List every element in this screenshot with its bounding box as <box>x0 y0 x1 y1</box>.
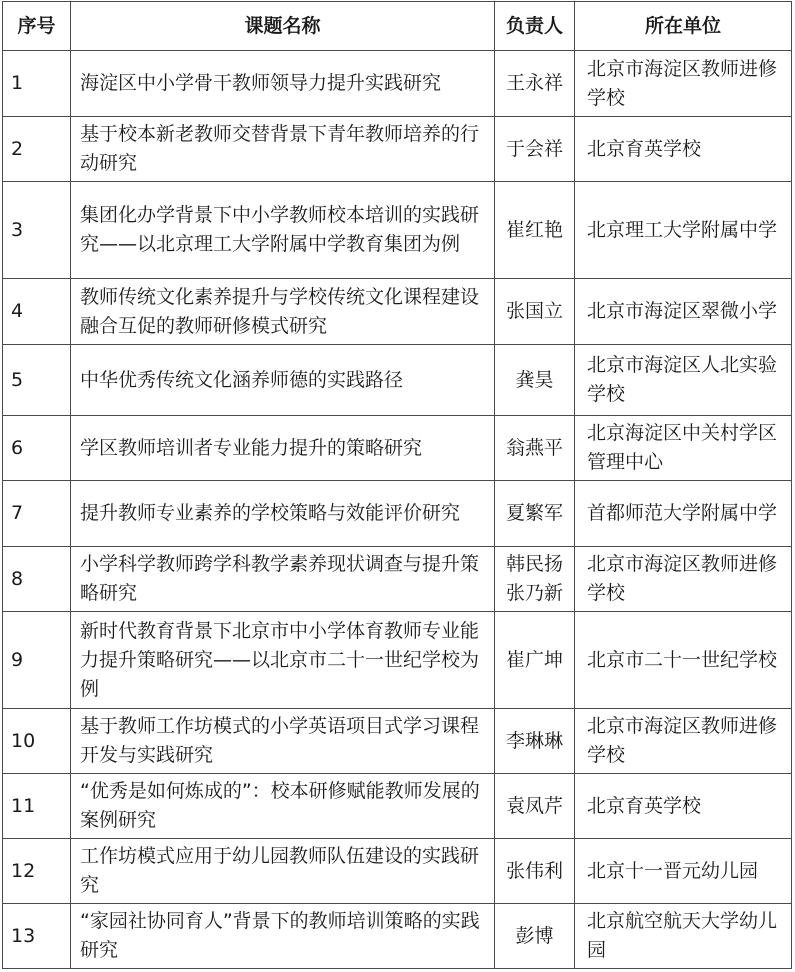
leader-name: 崔广坤 <box>505 648 563 671</box>
leader-name: 彭博 <box>515 924 554 947</box>
leader-name: 王永祥 <box>505 72 563 94</box>
cell-leader <box>495 547 575 612</box>
cell-leader <box>495 416 575 481</box>
cell-no: 13 <box>3 904 71 969</box>
header-leader: 负责人 <box>495 2 575 51</box>
cell-leader <box>495 839 575 904</box>
cell-no: 8 <box>3 547 71 612</box>
header-title: 课题名称 <box>71 2 495 51</box>
cell-leader <box>495 774 575 839</box>
cell-unit: 北京十一晋元幼儿园 <box>575 839 792 904</box>
cell-title: 学区教师培训者专业能力提升的策略研究 <box>71 416 495 481</box>
cell-no: 4 <box>3 279 71 345</box>
table-row <box>3 182 792 279</box>
cell-no: 2 <box>3 117 71 182</box>
cell-no: 5 <box>3 345 71 416</box>
table-row <box>3 117 792 182</box>
table-row <box>3 345 792 416</box>
leader-name: 张伟利 <box>505 859 563 882</box>
cell-title: 小学科学教师跨学科教学素养现状调查与提升策略研究 <box>71 547 495 612</box>
cell-leader <box>495 182 575 279</box>
header-no: 序号 <box>3 2 71 51</box>
cell-title: 提升教师专业素养的学校策略与效能评价研究 <box>71 481 495 547</box>
cell-no: 11 <box>3 774 71 839</box>
cell-leader <box>495 51 575 117</box>
cell-leader <box>495 904 575 969</box>
cell-title: 基于教师工作坊模式的小学英语项目式学习课程开发与实践研究 <box>71 709 495 774</box>
cell-title: “优秀是如何炼成的”：校本研修赋能教师发展的案例研究 <box>71 774 495 839</box>
cell-title: 工作坊模式应用于幼儿园教师队伍建设的实践研究 <box>71 839 495 904</box>
table-row <box>3 839 792 904</box>
cell-leader <box>495 481 575 547</box>
cell-unit: 北京市海淀区教师进修学校 <box>575 51 792 117</box>
table-header <box>3 2 792 51</box>
leader-name: 韩民扬 <box>505 553 563 575</box>
table-row <box>3 709 792 774</box>
cell-unit: 北京理工大学附属中学 <box>575 182 792 279</box>
header-row <box>3 2 792 51</box>
table-row <box>3 612 792 709</box>
cell-title: 集团化办学背景下中小学教师校本培训的实践研究——以北京理工大学附属中学教育集团为例 <box>71 182 495 279</box>
table-row <box>3 51 792 117</box>
table-row <box>3 547 792 612</box>
leader-name: 张国立 <box>505 300 563 322</box>
cell-no: 7 <box>3 481 71 547</box>
cell-unit: 北京海淀区中关村学区管理中心 <box>575 416 792 481</box>
cell-leader <box>495 279 575 345</box>
cell-title: 教师传统文化素养提升与学校传统文化课程建设融合互促的教师研修模式研究 <box>71 279 495 345</box>
leader-name: 翁燕平 <box>505 436 563 459</box>
cell-title: 基于校本新老教师交替背景下青年教师培养的行动研究 <box>71 117 495 182</box>
cell-unit: 北京市海淀区人北实验学校 <box>575 345 792 416</box>
project-table <box>2 1 792 969</box>
cell-unit: 北京育英学校 <box>575 117 792 182</box>
cell-title: 中华优秀传统文化涵养师德的实践路径 <box>71 345 495 416</box>
cell-leader <box>495 345 575 416</box>
cell-unit: 北京市海淀区教师进修学校 <box>575 547 792 612</box>
cell-unit: 北京航空航天大学幼儿园 <box>575 904 792 969</box>
table-row <box>3 904 792 969</box>
cell-no: 6 <box>3 416 71 481</box>
cell-leader <box>495 709 575 774</box>
cell-leader <box>495 612 575 709</box>
leader-name: 崔红艳 <box>505 218 563 241</box>
cell-no: 3 <box>3 182 71 279</box>
cell-unit: 北京市二十一世纪学校 <box>575 612 792 709</box>
leader-name: 夏繁军 <box>505 502 563 524</box>
table-body <box>3 51 792 969</box>
leader-name: 龚昊 <box>515 368 554 391</box>
cell-title: 海淀区中小学骨干教师领导力提升实践研究 <box>71 51 495 117</box>
cell-no: 1 <box>3 51 71 117</box>
cell-leader <box>495 117 575 182</box>
leader-name: 张乃新 <box>505 582 563 604</box>
cell-title: “家园社协同育人”背景下的教师培训策略的实践研究 <box>71 904 495 969</box>
cell-no: 9 <box>3 612 71 709</box>
leader-name: 于会祥 <box>505 137 563 160</box>
table-row <box>3 416 792 481</box>
cell-unit: 北京市海淀区翠微小学 <box>575 279 792 345</box>
table-row <box>3 481 792 547</box>
cell-unit: 北京育英学校 <box>575 774 792 839</box>
table-row <box>3 774 792 839</box>
cell-unit: 首都师范大学附属中学 <box>575 481 792 547</box>
cell-no: 12 <box>3 839 71 904</box>
leader-name: 袁凤芹 <box>505 794 563 817</box>
cell-title: 新时代教育背景下北京市中小学体育教师专业能力提升策略研究——以北京市二十一世纪学校为例 <box>71 612 495 709</box>
cell-no: 10 <box>3 709 71 774</box>
table-row <box>3 279 792 345</box>
leader-name: 李琳琳 <box>505 729 563 752</box>
header-unit: 所在单位 <box>575 2 792 51</box>
cell-unit: 北京市海淀区教师进修学校 <box>575 709 792 774</box>
